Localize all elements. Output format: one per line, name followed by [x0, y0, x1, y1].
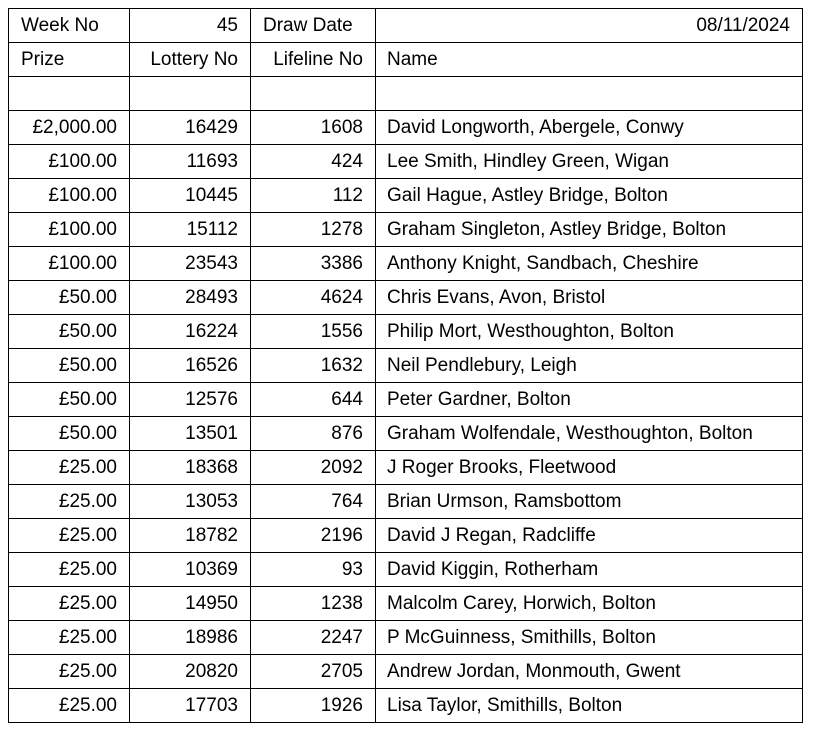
table-row	[9, 485, 803, 519]
table-body	[9, 9, 803, 723]
name-cell: David J Regan, Radcliffe	[376, 519, 803, 553]
table-row	[9, 281, 803, 315]
lottery-no-cell: 13501	[130, 417, 251, 451]
week-value: 45	[130, 9, 251, 43]
empty-row	[9, 77, 803, 111]
lottery-no-cell: 28493	[130, 281, 251, 315]
table-row	[9, 383, 803, 417]
lottery-no-cell: 18782	[130, 519, 251, 553]
draw-date-label: Draw Date	[251, 9, 376, 43]
lifeline-no-cell: 2247	[251, 621, 376, 655]
lottery-no-cell: 10445	[130, 179, 251, 213]
empty-cell	[376, 77, 803, 111]
lottery-no-cell: 14950	[130, 587, 251, 621]
prize-cell: £25.00	[9, 485, 130, 519]
table-row	[9, 587, 803, 621]
table-row	[9, 689, 803, 723]
table-row	[9, 553, 803, 587]
column-header-row	[9, 43, 803, 77]
lottery-no-cell: 16429	[130, 111, 251, 145]
name-cell: Neil Pendlebury, Leigh	[376, 349, 803, 383]
lottery-no-cell: 11693	[130, 145, 251, 179]
table-row	[9, 451, 803, 485]
prize-cell: £50.00	[9, 315, 130, 349]
name-cell: David Longworth, Abergele, Conwy	[376, 111, 803, 145]
lifeline-no-column-header: Lifeline No	[251, 43, 376, 77]
prize-cell: £50.00	[9, 417, 130, 451]
prize-cell: £50.00	[9, 383, 130, 417]
table-row	[9, 349, 803, 383]
prize-cell: £50.00	[9, 349, 130, 383]
lifeline-no-cell: 4624	[251, 281, 376, 315]
lifeline-no-cell: 2705	[251, 655, 376, 689]
name-cell: J Roger Brooks, Fleetwood	[376, 451, 803, 485]
name-cell: Chris Evans, Avon, Bristol	[376, 281, 803, 315]
lifeline-no-cell: 1556	[251, 315, 376, 349]
lifeline-no-cell: 2092	[251, 451, 376, 485]
lottery-no-cell: 12576	[130, 383, 251, 417]
lottery-no-cell: 20820	[130, 655, 251, 689]
prize-cell: £25.00	[9, 587, 130, 621]
table-row	[9, 519, 803, 553]
prize-results-table	[8, 8, 803, 723]
name-cell: Philip Mort, Westhoughton, Bolton	[376, 315, 803, 349]
lifeline-no-cell: 764	[251, 485, 376, 519]
name-cell: Brian Urmson, Ramsbottom	[376, 485, 803, 519]
prize-cell: £25.00	[9, 621, 130, 655]
lifeline-no-cell: 644	[251, 383, 376, 417]
table-row	[9, 179, 803, 213]
lifeline-no-cell: 424	[251, 145, 376, 179]
table-row	[9, 111, 803, 145]
lifeline-no-cell: 2196	[251, 519, 376, 553]
lottery-no-cell: 23543	[130, 247, 251, 281]
lifeline-no-cell: 1926	[251, 689, 376, 723]
week-label: Week No	[9, 9, 130, 43]
lottery-no-cell: 15112	[130, 213, 251, 247]
prize-cell: £100.00	[9, 213, 130, 247]
name-cell: Lisa Taylor, Smithills, Bolton	[376, 689, 803, 723]
name-column-header: Name	[376, 43, 803, 77]
name-cell: David Kiggin, Rotherham	[376, 553, 803, 587]
draw-date-value: 08/11/2024	[376, 9, 803, 43]
lottery-no-cell: 16224	[130, 315, 251, 349]
name-cell: Malcolm Carey, Horwich, Bolton	[376, 587, 803, 621]
lottery-no-cell: 18368	[130, 451, 251, 485]
table-row	[9, 145, 803, 179]
lottery-no-cell: 16526	[130, 349, 251, 383]
prize-column-header: Prize	[9, 43, 130, 77]
prize-cell: £100.00	[9, 247, 130, 281]
empty-cell	[251, 77, 376, 111]
prize-cell: £25.00	[9, 689, 130, 723]
prize-cell: £25.00	[9, 519, 130, 553]
name-cell: Andrew Jordan, Monmouth, Gwent	[376, 655, 803, 689]
table-row	[9, 315, 803, 349]
lifeline-no-cell: 1238	[251, 587, 376, 621]
name-cell: Graham Wolfendale, Westhoughton, Bolton	[376, 417, 803, 451]
name-cell: Graham Singleton, Astley Bridge, Bolton	[376, 213, 803, 247]
lottery-no-cell: 18986	[130, 621, 251, 655]
lifeline-no-cell: 1278	[251, 213, 376, 247]
lifeline-no-cell: 3386	[251, 247, 376, 281]
table-row	[9, 213, 803, 247]
table-row	[9, 247, 803, 281]
header-info-row	[9, 9, 803, 43]
name-cell: Anthony Knight, Sandbach, Cheshire	[376, 247, 803, 281]
prize-cell: £50.00	[9, 281, 130, 315]
prize-cell: £25.00	[9, 451, 130, 485]
lottery-no-cell: 10369	[130, 553, 251, 587]
lottery-no-cell: 17703	[130, 689, 251, 723]
name-cell: Peter Gardner, Bolton	[376, 383, 803, 417]
lifeline-no-cell: 876	[251, 417, 376, 451]
empty-cell	[130, 77, 251, 111]
lifeline-no-cell: 93	[251, 553, 376, 587]
table-row	[9, 621, 803, 655]
prize-cell: £25.00	[9, 655, 130, 689]
lifeline-no-cell: 1632	[251, 349, 376, 383]
lottery-no-column-header: Lottery No	[130, 43, 251, 77]
name-cell: Gail Hague, Astley Bridge, Bolton	[376, 179, 803, 213]
lottery-no-cell: 13053	[130, 485, 251, 519]
lifeline-no-cell: 112	[251, 179, 376, 213]
lifeline-no-cell: 1608	[251, 111, 376, 145]
prize-cell: £2,000.00	[9, 111, 130, 145]
name-cell: P McGuinness, Smithills, Bolton	[376, 621, 803, 655]
prize-cell: £100.00	[9, 145, 130, 179]
prize-cell: £25.00	[9, 553, 130, 587]
empty-cell	[9, 77, 130, 111]
table-row	[9, 417, 803, 451]
name-cell: Lee Smith, Hindley Green, Wigan	[376, 145, 803, 179]
prize-cell: £100.00	[9, 179, 130, 213]
table-row	[9, 655, 803, 689]
